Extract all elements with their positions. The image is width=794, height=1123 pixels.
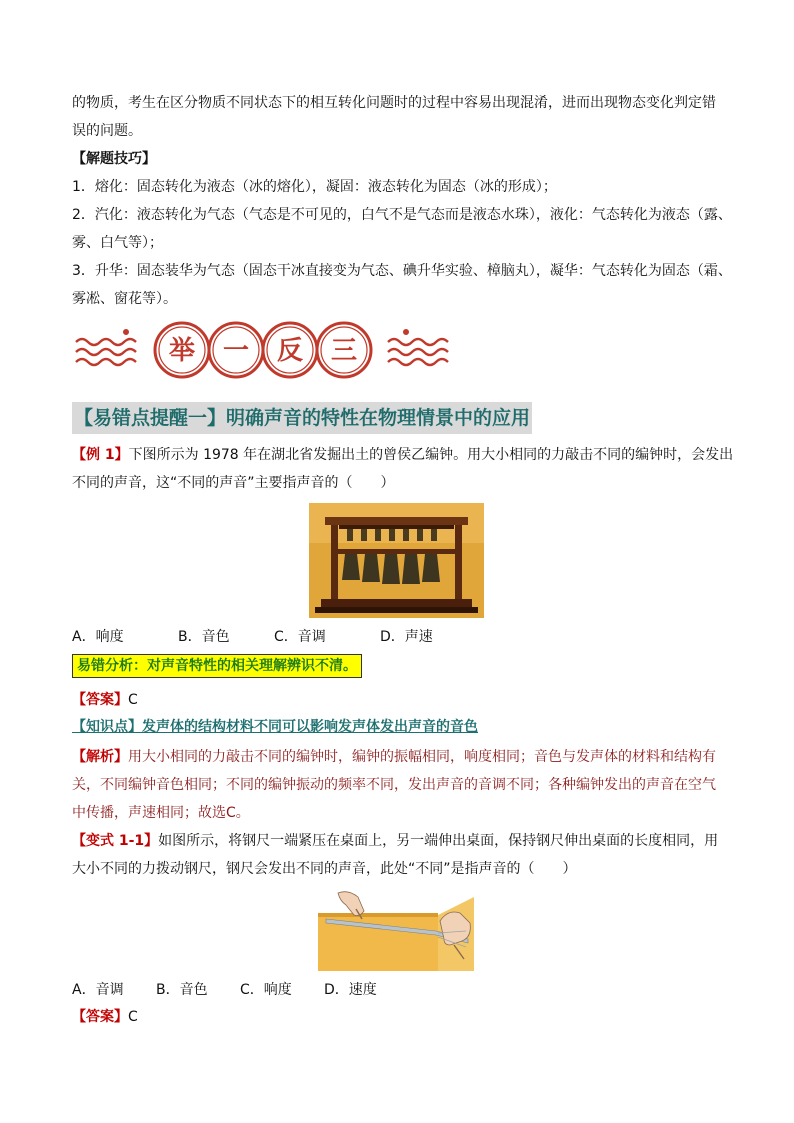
variant-option-c[interactable]: C．响度 (240, 982, 292, 998)
right-wave-ornament (388, 329, 448, 365)
explain-line-3: 中传播，声速相同；故选C。 (72, 805, 250, 821)
intro-line-2: 误的问题。 (72, 123, 142, 139)
explain-line-1: 【解析】用大小相同的力敲击不同的编钟时，编钟的振幅相同，响度相同；音色与发声体的材料和结构有 (72, 749, 716, 765)
banner-char-1: 举 (168, 336, 196, 366)
intro-line-1: 的物质，考生在区分物质不同状态下的相互转化问题时的过程中容易出现混淆，进而出现物态变化判定错 (72, 95, 716, 111)
variant-option-a[interactable]: A．音调 (72, 982, 124, 998)
variant-1-line-1: 【变式 1-1】如图所示，将钢尺一端紧压在桌面上，另一端伸出桌面，保持钢尺伸出桌面的长度相同，用 (72, 833, 719, 849)
example-1-answer: 【答案】C (72, 692, 138, 708)
tip-2-line-2: 雾、白气等）； (72, 235, 163, 251)
option-d[interactable]: D．声速 (380, 629, 433, 645)
variant-option-d[interactable]: D．速度 (324, 982, 377, 998)
option-b[interactable]: B．音色 (178, 629, 230, 645)
example-1-tag: 【例 1】 (72, 447, 129, 463)
banner-char-2: 一 (222, 336, 250, 366)
option-c[interactable]: C．音调 (274, 629, 326, 645)
tip-3-line-1: 3．升华：固态装华为气态（固态干冰直接变为气态、碘升华实验、樟脑丸），凝华：气态转化为固态（霜、 (72, 263, 732, 279)
banner-char-3: 反 (276, 336, 304, 366)
banner-char-4: 三 (330, 336, 358, 366)
variant-1-answer: 【答案】C (72, 1009, 138, 1025)
banner-ju-yi-fan-san (72, 320, 462, 380)
variant-1-line-2: 大小不同的力拨动钢尺，钢尺会发出不同的声音，此处“不同”是指声音的（ ） (72, 861, 577, 877)
example-1-line-2: 不同的声音，这“不同的声音”主要指声音的（ ） (72, 475, 395, 491)
option-a[interactable]: A．响度 (72, 629, 124, 645)
steel-ruler-image (318, 887, 474, 971)
variant-option-b[interactable]: B．音色 (156, 982, 208, 998)
explain-line-2: 关，不同编钟音色相同；不同的编钟振动的频率不同，发出声音的音调不同；各种编钟发出的声音在空气 (72, 777, 716, 793)
left-wave-ornament (76, 329, 136, 365)
example-1-options (72, 623, 724, 651)
tips-heading: 【解题技巧】 (72, 151, 156, 167)
variant-1-tag: 【变式 1-1】 (72, 833, 159, 849)
tip-2-line-1: 2．汽化：液态转化为气态（气态是不可见的，白气不是气态而是液态水珠），液化：气态转化为液态（露、 (72, 207, 732, 223)
example-1-line-1: 【例 1】下图所示为 1978 年在湖北省发掘出土的曾侯乙编钟。用大小相同的力敲击不同的编钟时，会发出 (72, 447, 734, 463)
knowledge-point: 【知识点】发声体的结构材料不同可以影响发声体发出声音的音色 (72, 719, 478, 735)
tip-1: 1．熔化：固态转化为液态（冰的熔化），凝固：液态转化为固态（冰的形成）； (72, 179, 557, 195)
variant-1-options (72, 976, 724, 1004)
error-analysis-box: 易错分析：对声音特性的相关理解辨识不清。 (72, 654, 362, 678)
tip-3-line-2: 雾凇、窗花等）。 (72, 291, 177, 307)
section-title: 【易错点提醒一】明确声音的特性在物理情景中的应用 (72, 402, 532, 434)
bianzhong-bells-image (309, 503, 484, 618)
